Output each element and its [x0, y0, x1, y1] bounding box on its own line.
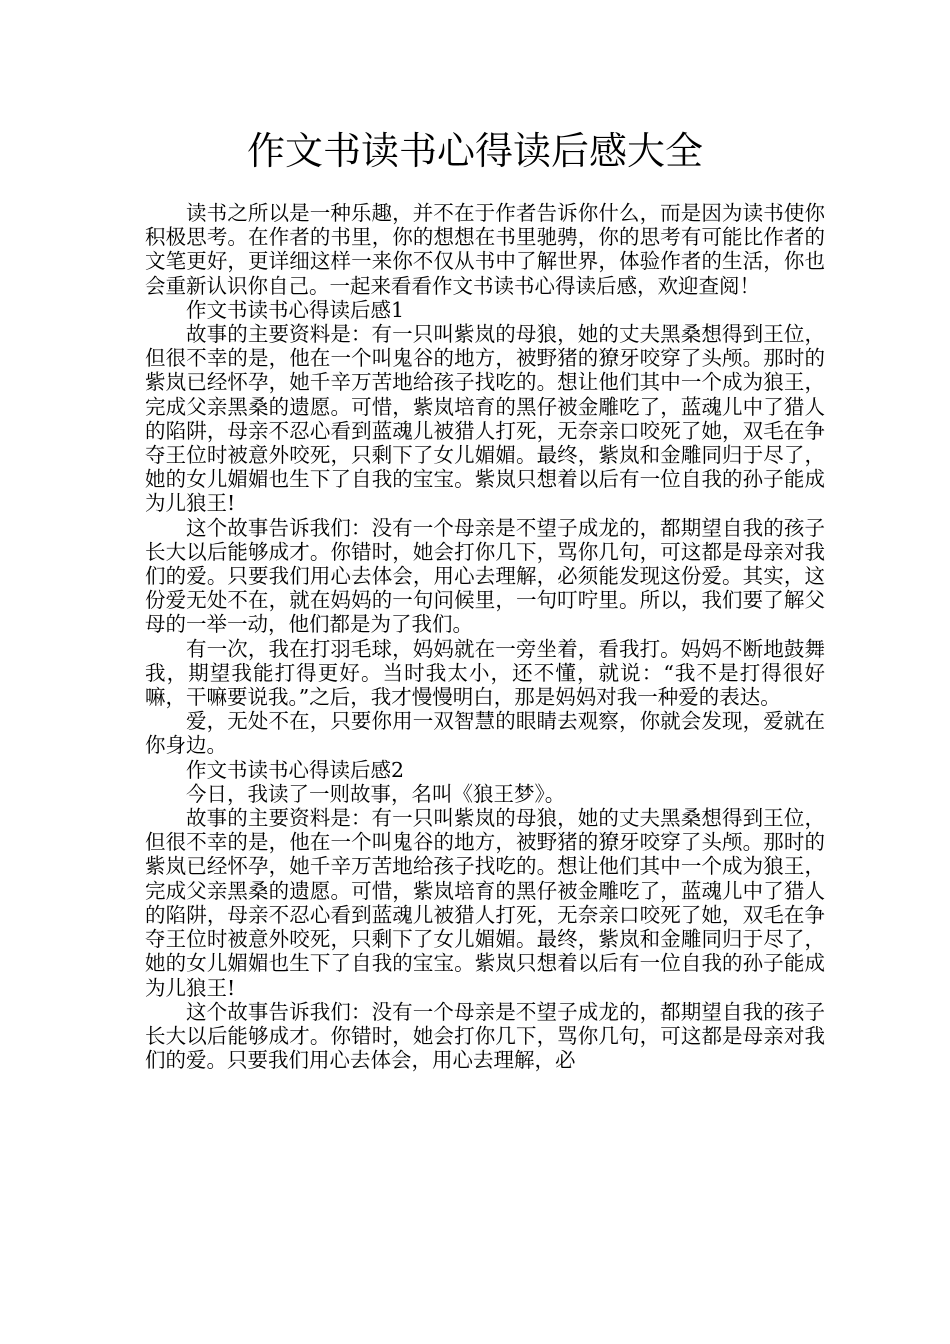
- body-paragraph: 这个故事告诉我们：没有一个母亲是不望子成龙的，都期望自我的孩子长大以后能够成才。你错时，她会打你几下，骂你几句，可这都是母亲对我们的爱。只要我们用心去体会，用心去理解，必须能发现这份爱。其实，这份爱无处不在，就在妈妈的一句问候里，一句叮咛里。所以，我们要了解父母的一举一动，他们都是为了我们。: [145, 515, 825, 637]
- section-heading-1: 作文书读书心得读后感1: [186, 297, 405, 322]
- intro-paragraph: 读书之所以是一种乐趣，并不在于作者告诉你什么，而是因为读书使你积极思考。在作者的书里，你的想想在书里驰骋，你的思考有可能比作者的文笔更好，更详细这样一来你不仅从书中了解世界，体验作者的生活，你也会重新认识你自己。一起来看看作文书读书心得读后感，欢迎查阅！: [145, 201, 825, 298]
- body-paragraph: 有一次，我在打羽毛球，妈妈就在一旁坐着，看我打。妈妈不断地鼓舞我，期望我能打得更好。当时我太小，还不懂，就说：“我不是打得很好嘛，干嘛要说我。”之后，我才慢慢明白，那是妈妈对我一种爱的表达。: [145, 636, 825, 710]
- body-paragraph: 故事的主要资料是：有一只叫紫岚的母狼，她的丈夫黑桑想得到王位，但很不幸的是，他在一个叫鬼谷的地方，被野猪的獠牙咬穿了头颅。那时的紫岚已经怀孕，她千辛万苦地给孩子找吃的。想让他们其中一个成为狼王，完成父亲黑桑的遗愿。可惜，紫岚培育的黑仔被金雕吃了，蓝魂儿中了猎人的陷阱，母亲不忍心看到蓝魂儿被猎人打死，无奈亲口咬死了她，双毛在争夺王位时被意外咬死，只剩下了女儿媚媚。最终，紫岚和金雕同归于尽了，她的女儿媚媚也生下了自我的宝宝。紫岚只想着以后有一位自我的孙子能成为儿狼王!: [145, 322, 825, 516]
- body-paragraph: 今日，我读了一则故事，名叫《狼王梦》。: [186, 781, 566, 806]
- document-body: [145, 201, 825, 1072]
- document-title: 作文书读书心得读后感大全: [246, 129, 703, 173]
- body-paragraph: 故事的主要资料是：有一只叫紫岚的母狼，她的丈夫黑桑想得到王位，但很不幸的是，他在一个叫鬼谷的地方，被野猪的獠牙咬穿了头颅。那时的紫岚已经怀孕，她千辛万苦地给孩子找吃的。想让他们其中一个成为狼王，完成父亲黑桑的遗愿。可惜，紫岚培育的黑仔被金雕吃了，蓝魂儿中了猎人的陷阱，母亲不忍心看到蓝魂儿被猎人打死，无奈亲口咬死了她，双毛在争夺王位时被意外咬死，只剩下了女儿媚媚。最终，紫岚和金雕同归于尽了，她的女儿媚媚也生下了自我的宝宝。紫岚只想着以后有一位自我的孙子能成为儿狼王!: [145, 806, 825, 1000]
- body-paragraph: 爱，无处不在，只要你用一双智慧的眼睛去观察，你就会发现，爱就在你身边。: [145, 709, 825, 758]
- section-heading-2: 作文书读书心得读后感2: [186, 757, 405, 782]
- body-paragraph: 这个故事告诉我们：没有一个母亲是不望子成龙的，都期望自我的孩子长大以后能够成才。你错时，她会打你几下，骂你几句，可这都是母亲对我们的爱。只要我们用心去体会，用心去理解，必: [145, 999, 825, 1073]
